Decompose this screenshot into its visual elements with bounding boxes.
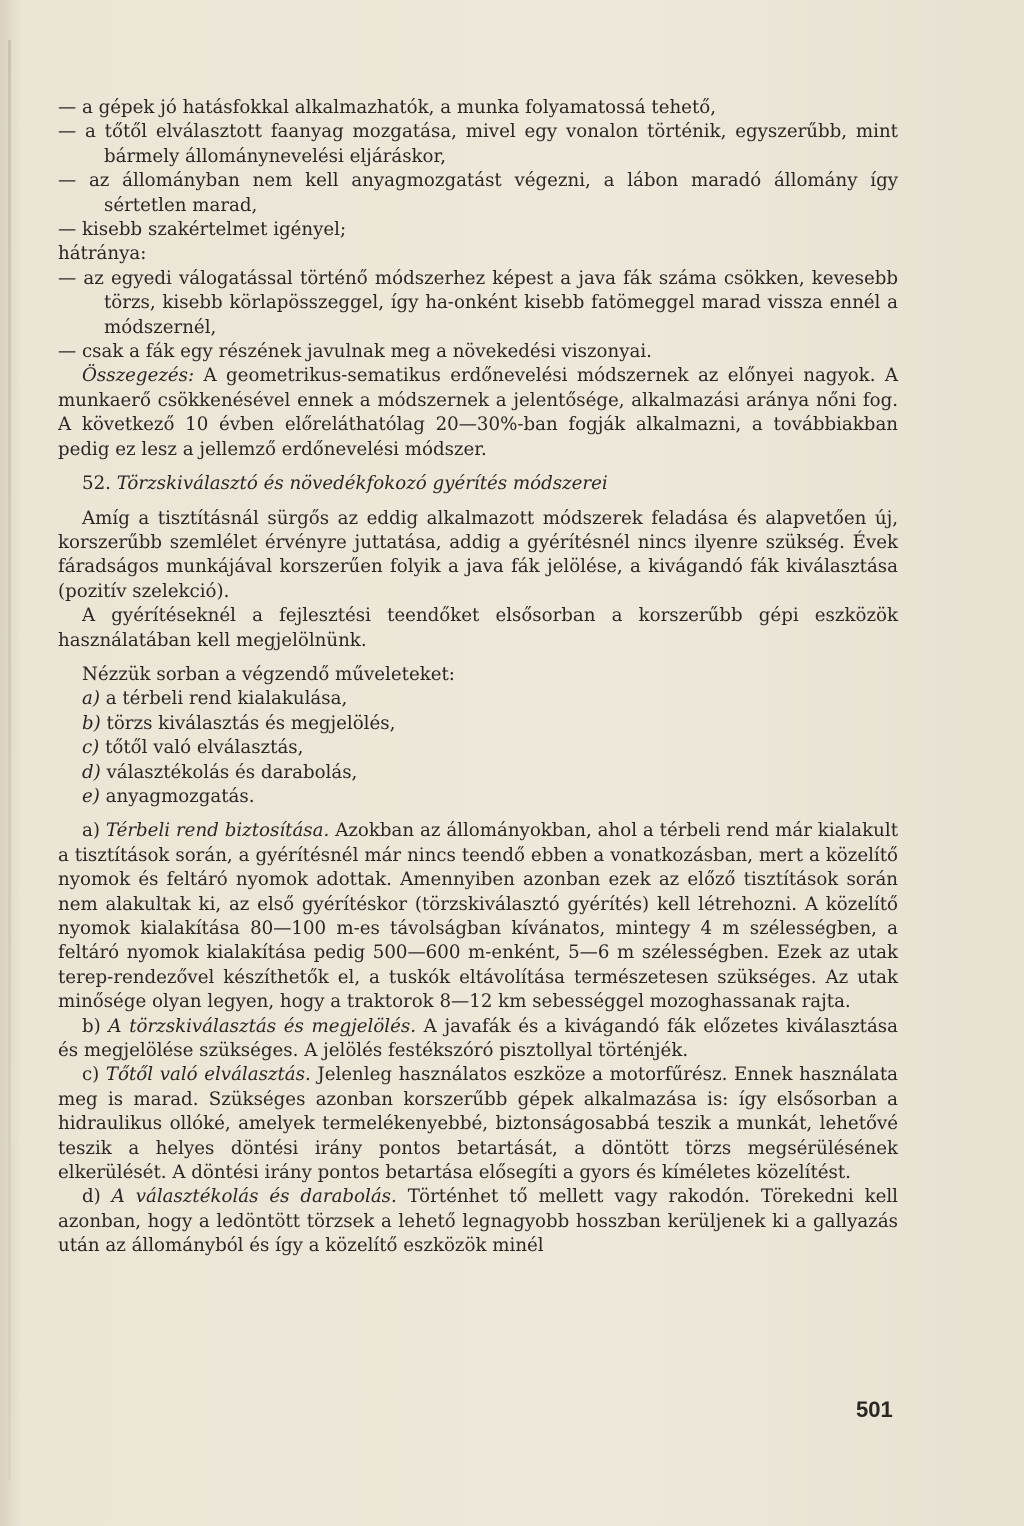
lettered-item xyxy=(58,761,898,785)
paragraph-text: anyagmozgatás. xyxy=(99,785,255,807)
paragraph-text: Jelenleg használatos eszköze a motorfűrész. Ennek használata meg is marad. Szükséges azonban korszerűbb gépek alkalmazása is: így elsősorban a hidraulikus ollóké, amelyek termelékenyebbé, biztonságosabbá teszik a munkát, lehetővé teszik a helyes döntési irány pontos betartását, a döntött törzs megsérülésének elkerülését. A döntési irány pontos betartása elősegíti a gyors és kíméletes közelítést. xyxy=(58,1064,898,1184)
page-edge-shadow xyxy=(8,40,11,1480)
paragraph-text: törzs kiválasztás és megjelölés, xyxy=(100,712,396,734)
lettered-item xyxy=(58,712,898,736)
body-text xyxy=(58,96,898,1259)
paragraph-text: Azokban az állományokban, ahol a térbeli rend már kialakult a tisztítások során, a gyérítésnél már nincs teendő ebben a vonatkozásban, mert a közelítő nyomok és feltáró nyomok adottak. Amennyiben azonban ezek az előző tisztítások során nem alakultak ki, az első gyérítéskor (törzskiválasztó gyérítés) kell létrehozni. A közelítő nyomok kialakítása 80—100 m-es távolságban kívánatos, mintegy 4 m szélességben, a feltáró nyomok kialakítása pedig 500—600 m-enként, 5—6 m szélességben. Ezek az utak terep-rendezővel készíthetők el, a tuskók eltávolítása természetesen szükséges. Az utak minősége olyan legyen, hogy a traktorok 8—12 km sebességgel mozoghassanak rajta. xyxy=(58,820,898,1013)
list-item xyxy=(58,267,898,340)
paragraph-text: A geometrikus-sematikus erdőnevelési módszernek az előnyei nagyok. A munkaerő csökkenésével ennek a módszernek a jelentősége, alkalmazási aránya nőni fog. A következő 10 évben előreláthatólag 20—30%-ban fogják alkalmazni, a továbbiakban pedig ez lesz a jellemző erdőnevelési módszer. xyxy=(58,365,898,460)
paragraph-text: Amíg a tisztításnál sürgős az eddig alkalmazott módszerek feladása és alapvetően új, korszerűbb szemlélet érvényre juttatása, addig a gyérítésnél nincs ilyenre szükség. Évek fáradságos munkájával korszerűen folyik a java fák jelölése, a kivágandó fák kiválasztása (pozitív szelekció). xyxy=(58,507,898,602)
paragraph xyxy=(58,242,898,266)
section-heading xyxy=(58,472,898,496)
page-number: 501 xyxy=(856,1397,893,1422)
italic-lead: Térbeli rend biztosítása. xyxy=(105,820,330,842)
paragraph xyxy=(58,819,898,1014)
list-item xyxy=(58,169,898,218)
paragraph-text: — kisebb szakértelmet igényel; xyxy=(58,219,347,241)
paragraph xyxy=(58,507,898,605)
paragraph xyxy=(58,364,898,462)
italic-lead: b) xyxy=(82,712,101,734)
paragraph-text: A gyérítéseknél a fejlesztési teendőket elsősorban a korszerűbb gépi eszközök használatában kell megjelölnünk. xyxy=(58,605,898,651)
list-item xyxy=(58,120,898,169)
paragraph-gap xyxy=(58,809,898,819)
paragraph-text: tőtől való elválasztás, xyxy=(99,737,304,759)
paragraph-gap xyxy=(58,497,898,507)
paragraph-text: Nézzük sorban a végzendő műveleteket: xyxy=(82,663,455,685)
italic-lead: d) xyxy=(82,761,101,783)
paragraph-marker: a) xyxy=(82,820,106,842)
paragraph-marker: b) xyxy=(82,1015,109,1037)
paragraph xyxy=(58,604,898,653)
paragraph-text: — a gépek jó hatásfokkal alkalmazhatók, a munka folyamatossá tehető, xyxy=(58,97,716,118)
paragraph-marker: c) xyxy=(82,1064,106,1086)
list-item xyxy=(58,218,898,242)
paragraph-text: — csak a fák egy részének javulnak meg a növekedési viszonyai. xyxy=(58,341,652,363)
paragraph-text: Történhet tő mellett vagy rakodón. Törekedni kell azonban, hogy a ledöntött törzsek a lehető legnagyobb hosszban kerüljenek ki a gallyazás után az állományból és így a közelítő eszközök minél xyxy=(58,1186,898,1257)
paragraph-text: — az állományban nem kell anyagmozgatást végezni, a lábon maradó állomány így sértetlen marad, xyxy=(58,170,898,216)
paragraph-marker: d) xyxy=(82,1186,112,1208)
paragraph xyxy=(58,1015,898,1064)
section-title: Törzskiválasztó és növedékfokozó gyérítés módszerei xyxy=(110,473,608,495)
italic-lead: a) xyxy=(82,688,100,710)
italic-lead: Tőtől való elválasztás. xyxy=(105,1064,311,1086)
list-item xyxy=(58,96,898,120)
italic-lead: A törzskiválasztás és megjelölés. xyxy=(108,1015,416,1037)
italic-lead: A választékolás és darabolás. xyxy=(111,1186,397,1208)
italic-lead: Összegezés: xyxy=(82,365,195,387)
italic-lead: e) xyxy=(82,785,100,807)
paragraph-text: választékolás és darabolás, xyxy=(100,761,358,783)
lettered-item xyxy=(58,785,898,809)
lettered-item xyxy=(58,687,898,711)
paragraph-text: — a tőtől elválasztott faanyag mozgatása, mivel egy vonalon történik, egyszerűbb, mint bármely állománynevelési eljáráskor, xyxy=(58,121,898,167)
italic-lead: c) xyxy=(82,737,100,759)
section-number: 52. xyxy=(82,473,111,495)
paragraph-gap xyxy=(58,653,898,663)
paragraph-text: hátránya: xyxy=(58,243,147,265)
paragraph-gap xyxy=(58,462,898,472)
paragraph-text: a térbeli rend kialakulása, xyxy=(99,688,348,710)
paragraph xyxy=(58,1063,898,1185)
list-item xyxy=(58,340,898,364)
paragraph xyxy=(58,1185,898,1258)
paragraph xyxy=(58,663,898,687)
lettered-item xyxy=(58,736,898,760)
paragraph-text: A javafák és a kivágandó fák előzetes kiválasztása és megjelölése szükséges. A jelölés festékszóró pisztollyal történjék. xyxy=(58,1015,898,1062)
paragraph-text: — az egyedi válogatással történő módszerhez képest a java fák száma csökken, kevesebb törzs, kisebb körlapösszeggel, így ha-onként kisebb fatömeggel marad vissza ennél a módszernél, xyxy=(58,267,898,338)
